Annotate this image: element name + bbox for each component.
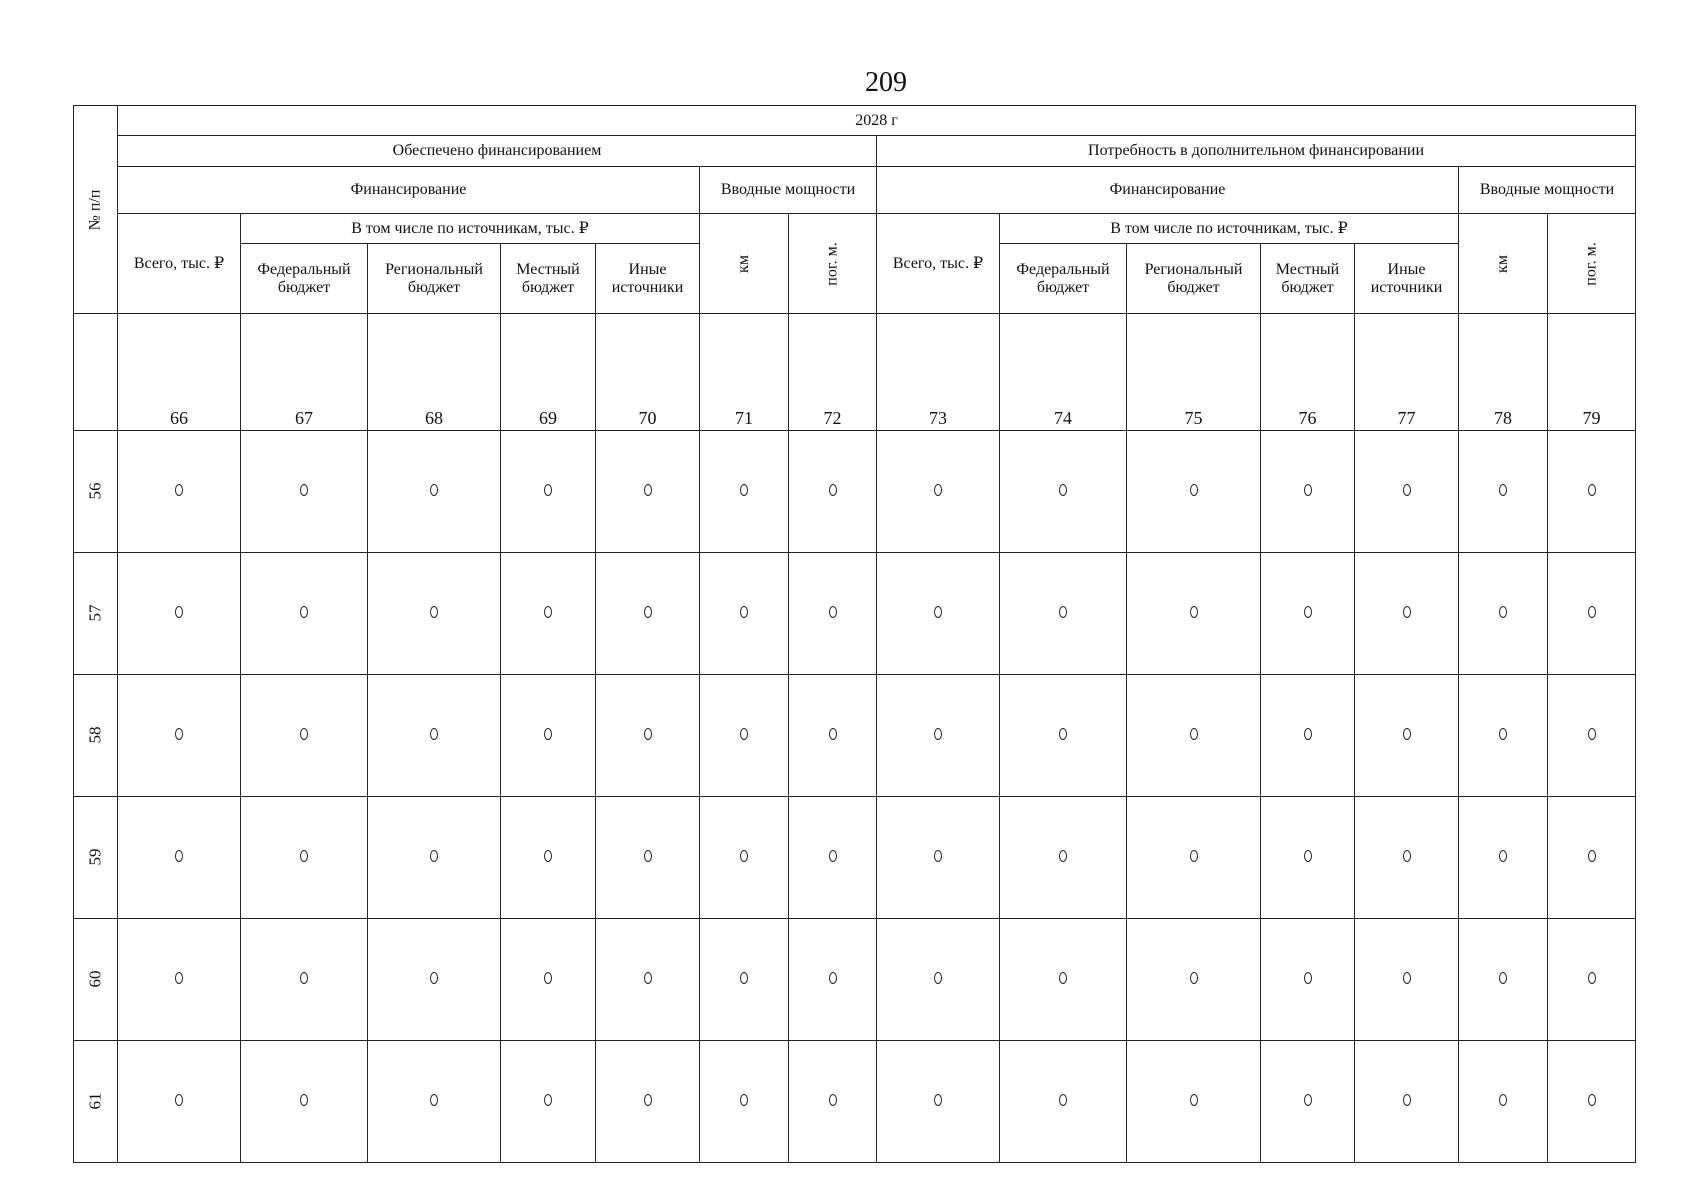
- value-cell: [1000, 431, 1127, 553]
- zero-value: [829, 972, 837, 984]
- value-cell: [1000, 919, 1127, 1041]
- zero-value: [1190, 606, 1198, 618]
- zero-value: [544, 606, 552, 618]
- zero-value: [1304, 972, 1312, 984]
- zero-value: [175, 606, 183, 618]
- table-row: [74, 553, 1636, 675]
- value-cell: [1355, 797, 1459, 919]
- zero-value: [1499, 606, 1507, 618]
- value-cell: [1355, 431, 1459, 553]
- column-number-cell: 66: [118, 314, 241, 431]
- local-header: [501, 244, 596, 314]
- value-cell: [1459, 553, 1548, 675]
- value-cell: [1459, 431, 1548, 553]
- value-cell: [118, 1041, 241, 1163]
- zero-value: [430, 972, 438, 984]
- value-cell: [1000, 675, 1127, 797]
- zero-value: [740, 850, 748, 862]
- zero-value: [1190, 728, 1198, 740]
- zero-value: [829, 606, 837, 618]
- zero-value: [300, 606, 308, 618]
- section-secured-header: Обеспечено финансированием: [118, 136, 877, 167]
- financing-table: [73, 105, 1636, 1163]
- value-cell: [368, 797, 501, 919]
- value-cell: [700, 1041, 789, 1163]
- zero-value: [1059, 1094, 1067, 1106]
- value-cell: [596, 675, 700, 797]
- zero-value: [175, 728, 183, 740]
- zero-value: [644, 728, 652, 740]
- column-number-cell: 71: [700, 314, 789, 431]
- zero-value: [175, 1094, 183, 1106]
- other-label: Иные источники: [1370, 260, 1443, 296]
- row-number-label: № п/п: [86, 189, 104, 230]
- value-cell: [1548, 1041, 1636, 1163]
- value-cell: [368, 1041, 501, 1163]
- zero-value: [1588, 728, 1596, 740]
- zero-value: [829, 850, 837, 862]
- value-cell: [1459, 1041, 1548, 1163]
- zero-value: [1403, 972, 1411, 984]
- zero-value: [934, 850, 942, 862]
- zero-value: [1190, 850, 1198, 862]
- column-number-cell: 67: [241, 314, 368, 431]
- column-number-cell: 73: [877, 314, 1000, 431]
- value-cell: [1261, 1041, 1355, 1163]
- federal-header: [241, 244, 368, 314]
- value-cell: [1000, 553, 1127, 675]
- zero-value: [1403, 850, 1411, 862]
- local-label: Местный бюджет: [1275, 260, 1340, 296]
- column-number-cell: 77: [1355, 314, 1459, 431]
- table-body: [74, 314, 1636, 1163]
- value-cell: [700, 431, 789, 553]
- value-cell: [877, 919, 1000, 1041]
- regional-header: [1127, 244, 1261, 314]
- value-cell: [789, 1041, 877, 1163]
- value-cell: [700, 919, 789, 1041]
- zero-value: [544, 1094, 552, 1106]
- zero-value: [1588, 606, 1596, 618]
- zero-value: [1403, 606, 1411, 618]
- zero-value: [1499, 1094, 1507, 1106]
- value-cell: [241, 675, 368, 797]
- zero-value: [300, 1094, 308, 1106]
- zero-value: [644, 972, 652, 984]
- column-number-cell: 74: [1000, 314, 1127, 431]
- value-cell: [1261, 675, 1355, 797]
- value-cell: [877, 553, 1000, 675]
- value-cell: [241, 553, 368, 675]
- value-cell: [877, 797, 1000, 919]
- value-cell: [1355, 553, 1459, 675]
- column-number-cell: 70: [596, 314, 700, 431]
- value-cell: [1548, 919, 1636, 1041]
- zero-value: [1403, 484, 1411, 496]
- total-header: [118, 214, 241, 314]
- section-additional-header: Потребность в дополнительном финансировании: [877, 136, 1636, 167]
- value-cell: [241, 919, 368, 1041]
- value-cell: [1127, 919, 1261, 1041]
- value-cell: [1127, 553, 1261, 675]
- sources-header: В том числе по источникам, тыс. ₽: [241, 214, 700, 244]
- zero-value: [740, 728, 748, 740]
- federal-label: Федеральный бюджет: [1016, 260, 1110, 296]
- value-cell: [1261, 797, 1355, 919]
- value-cell: [501, 431, 596, 553]
- column-number-cell: 75: [1127, 314, 1261, 431]
- table-row: [74, 919, 1636, 1041]
- local-label: Местный бюджет: [516, 260, 580, 296]
- zero-value: [1588, 972, 1596, 984]
- km-label: км: [1494, 254, 1511, 273]
- regional-label: Региональный бюджет: [385, 260, 483, 296]
- value-cell: [1261, 553, 1355, 675]
- zero-value: [1499, 484, 1507, 496]
- total-label: Всего, тыс. ₽: [892, 254, 984, 272]
- value-cell: [241, 431, 368, 553]
- zero-value: [934, 972, 942, 984]
- linear-m-label: пог. м.: [1582, 241, 1600, 286]
- zero-value: [1059, 606, 1067, 618]
- value-cell: [501, 1041, 596, 1163]
- value-cell: [368, 431, 501, 553]
- value-cell: [596, 431, 700, 553]
- row-number: 59: [85, 848, 105, 866]
- value-cell: [241, 1041, 368, 1163]
- other-header: [596, 244, 700, 314]
- row-number: 56: [85, 482, 105, 500]
- zero-value: [1304, 606, 1312, 618]
- row-number: 58: [85, 726, 105, 744]
- sources-header: В том числе по источникам, тыс. ₽: [1000, 214, 1459, 244]
- value-cell: [877, 431, 1000, 553]
- value-cell: [700, 675, 789, 797]
- value-cell: [1459, 675, 1548, 797]
- zero-value: [829, 484, 837, 496]
- value-cell: [789, 431, 877, 553]
- zero-value: [1499, 728, 1507, 740]
- column-number-cell: 76: [1261, 314, 1355, 431]
- zero-value: [829, 728, 837, 740]
- column-number-cell: 72: [789, 314, 877, 431]
- federal-header: [1000, 244, 1127, 314]
- value-cell: [877, 1041, 1000, 1163]
- zero-value: [740, 972, 748, 984]
- value-cell: [368, 919, 501, 1041]
- regional-header: [368, 244, 501, 314]
- zero-value: [644, 484, 652, 496]
- total-label: Всего, тыс. ₽: [133, 254, 225, 272]
- value-cell: [789, 919, 877, 1041]
- row-number: 60: [85, 970, 105, 988]
- value-cell: [1548, 675, 1636, 797]
- km-header: [700, 214, 789, 314]
- value-cell: [1127, 1041, 1261, 1163]
- table-row: [74, 675, 1636, 797]
- row-number-cell: [74, 553, 118, 675]
- value-cell: [789, 553, 877, 675]
- zero-value: [1059, 728, 1067, 740]
- zero-value: [1304, 484, 1312, 496]
- federal-label: Федеральный бюджет: [257, 260, 351, 296]
- column-number-cell: 69: [501, 314, 596, 431]
- value-cell: [501, 553, 596, 675]
- value-cell: [596, 919, 700, 1041]
- value-cell: [118, 553, 241, 675]
- capacity-header: Вводные мощности: [700, 167, 877, 214]
- zero-value: [740, 484, 748, 496]
- row-number-cell: [74, 675, 118, 797]
- value-cell: [1261, 919, 1355, 1041]
- value-cell: [368, 553, 501, 675]
- other-header: [1355, 244, 1459, 314]
- table-row: [74, 797, 1636, 919]
- zero-value: [1403, 1094, 1411, 1106]
- financing-header: Финансирование: [877, 167, 1459, 214]
- row-number-cell: [74, 431, 118, 553]
- column-number-cell: 79: [1548, 314, 1636, 431]
- zero-value: [430, 606, 438, 618]
- zero-value: [1059, 972, 1067, 984]
- zero-value: [544, 728, 552, 740]
- zero-value: [1588, 850, 1596, 862]
- value-cell: [700, 797, 789, 919]
- column-number-cell: [74, 314, 118, 431]
- zero-value: [740, 1094, 748, 1106]
- zero-value: [300, 972, 308, 984]
- zero-value: [644, 1094, 652, 1106]
- value-cell: [1548, 431, 1636, 553]
- value-cell: [789, 797, 877, 919]
- value-cell: [700, 553, 789, 675]
- value-cell: [877, 675, 1000, 797]
- row-number-header: [74, 106, 118, 314]
- zero-value: [300, 850, 308, 862]
- zero-value: [544, 850, 552, 862]
- value-cell: [501, 797, 596, 919]
- linear-m-header: [1548, 214, 1636, 314]
- zero-value: [300, 484, 308, 496]
- zero-value: [175, 972, 183, 984]
- value-cell: [596, 1041, 700, 1163]
- value-cell: [501, 919, 596, 1041]
- table-row: [74, 1041, 1636, 1163]
- zero-value: [175, 484, 183, 496]
- row-number: 57: [85, 604, 105, 622]
- zero-value: [430, 850, 438, 862]
- row-number-cell: [74, 919, 118, 1041]
- zero-value: [1059, 484, 1067, 496]
- linear-m-label: пог. м.: [823, 241, 841, 286]
- zero-value: [1403, 728, 1411, 740]
- value-cell: [118, 919, 241, 1041]
- zero-value: [544, 484, 552, 496]
- value-cell: [1355, 919, 1459, 1041]
- zero-value: [644, 850, 652, 862]
- value-cell: [1127, 431, 1261, 553]
- value-cell: [1548, 797, 1636, 919]
- total-header: [877, 214, 1000, 314]
- column-number-cell: 68: [368, 314, 501, 431]
- row-number: 61: [85, 1092, 105, 1110]
- zero-value: [1304, 728, 1312, 740]
- value-cell: [596, 797, 700, 919]
- value-cell: [1000, 1041, 1127, 1163]
- value-cell: [1548, 553, 1636, 675]
- value-cell: [1261, 431, 1355, 553]
- value-cell: [1355, 675, 1459, 797]
- page-number: 209: [865, 67, 907, 98]
- zero-value: [430, 484, 438, 496]
- value-cell: [118, 431, 241, 553]
- zero-value: [1304, 850, 1312, 862]
- zero-value: [1588, 484, 1596, 496]
- zero-value: [934, 728, 942, 740]
- value-cell: [1355, 1041, 1459, 1163]
- zero-value: [934, 1094, 942, 1106]
- zero-value: [934, 484, 942, 496]
- financing-header: Финансирование: [118, 167, 700, 214]
- local-header: [1261, 244, 1355, 314]
- year-header: 2028 г: [118, 106, 1636, 136]
- other-label: Иные источники: [611, 260, 684, 296]
- zero-value: [1190, 484, 1198, 496]
- zero-value: [934, 606, 942, 618]
- column-number-cell: 78: [1459, 314, 1548, 431]
- value-cell: [1459, 919, 1548, 1041]
- zero-value: [544, 972, 552, 984]
- zero-value: [175, 850, 183, 862]
- value-cell: [241, 797, 368, 919]
- value-cell: [1127, 675, 1261, 797]
- row-number-cell: [74, 797, 118, 919]
- km-label: км: [735, 254, 752, 273]
- zero-value: [1304, 1094, 1312, 1106]
- zero-value: [1190, 972, 1198, 984]
- zero-value: [740, 606, 748, 618]
- column-number-row: [74, 314, 1636, 431]
- zero-value: [1499, 850, 1507, 862]
- table-row: [74, 431, 1636, 553]
- zero-value: [1059, 850, 1067, 862]
- zero-value: [829, 1094, 837, 1106]
- capacity-header: Вводные мощности: [1459, 167, 1636, 214]
- zero-value: [430, 1094, 438, 1106]
- value-cell: [118, 675, 241, 797]
- km-header: [1459, 214, 1548, 314]
- value-cell: [1127, 797, 1261, 919]
- value-cell: [1000, 797, 1127, 919]
- value-cell: [789, 675, 877, 797]
- regional-label: Региональный бюджет: [1144, 260, 1243, 296]
- value-cell: [118, 797, 241, 919]
- zero-value: [1499, 972, 1507, 984]
- zero-value: [1588, 1094, 1596, 1106]
- zero-value: [644, 606, 652, 618]
- value-cell: [1459, 797, 1548, 919]
- value-cell: [501, 675, 596, 797]
- linear-m-header: [789, 214, 877, 314]
- row-number-cell: [74, 1041, 118, 1163]
- value-cell: [368, 675, 501, 797]
- zero-value: [1190, 1094, 1198, 1106]
- value-cell: [596, 553, 700, 675]
- zero-value: [300, 728, 308, 740]
- zero-value: [430, 728, 438, 740]
